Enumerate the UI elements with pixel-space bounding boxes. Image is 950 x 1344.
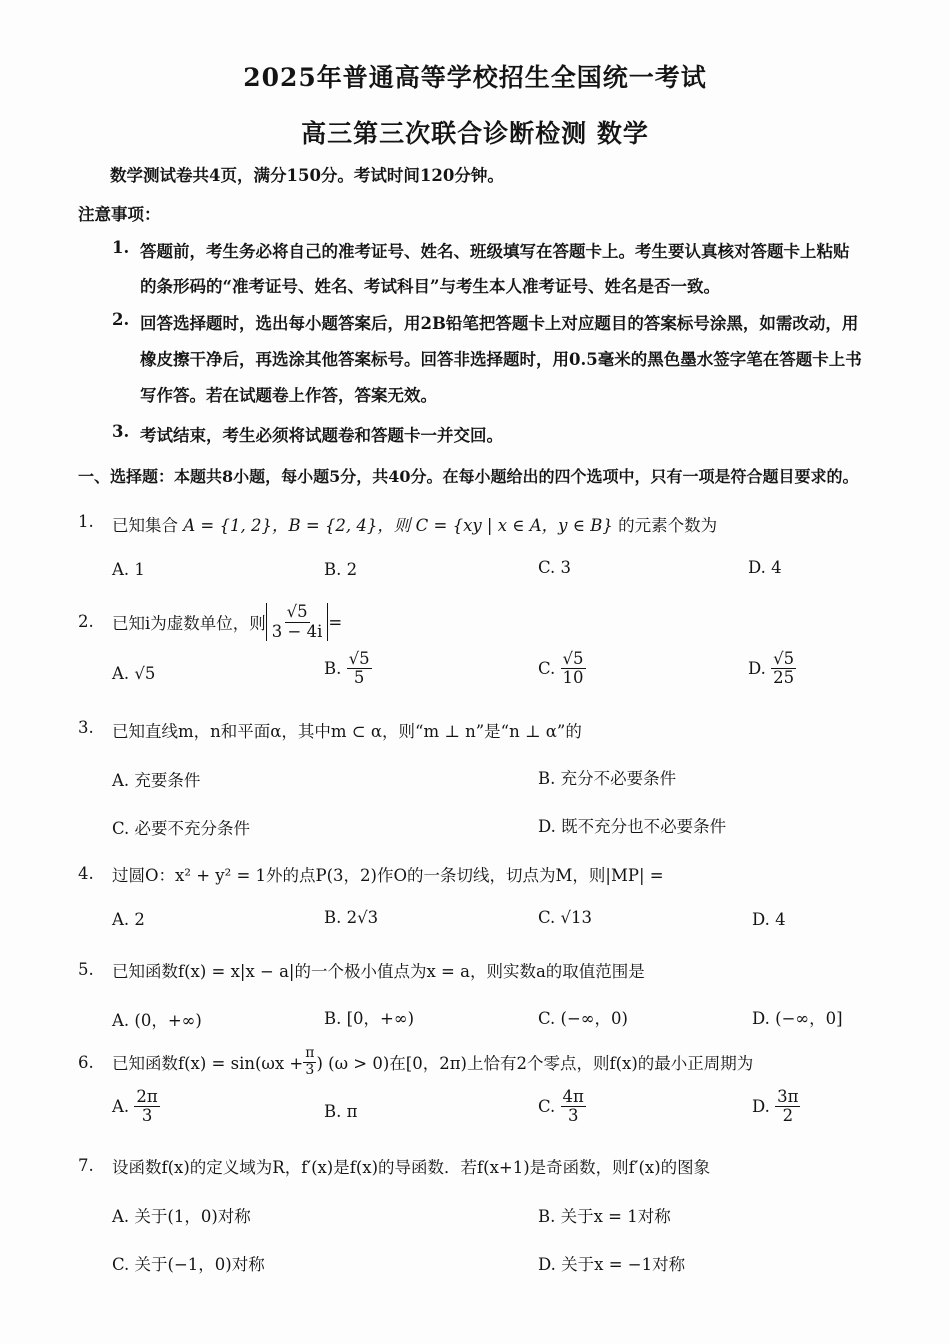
question-stem (112, 1038, 753, 1086)
option-b: B. 关于x = 1对称 (538, 1207, 671, 1226)
question-stem: 已知函数f(x) = x|x − a|的一个极小值点为x = a，则实数a的取值范围是 (112, 962, 645, 981)
notice-item-line: 答题前，考生务必将自己的准考证号、姓名、班级填写在答题卡上。考生要认真核对答题卡上粘贴 (140, 242, 850, 261)
question-stem: 设函数f(x)的定义域为R，f′(x)是f(x)的导函数．若f(x+1)是奇函数，则f′(x)的图象 (112, 1158, 711, 1177)
option-d: D. (−∞，0] (752, 1009, 843, 1028)
exam-title: 2025年普通高等学校招生全国统一考试 (243, 63, 707, 92)
stem-text: 已知函数f(x) = sin(ωx + (112, 1054, 304, 1073)
fraction-denominator: 3 − 4i (271, 621, 323, 641)
section-heading: 一、选择题：本题共8小题，每小题5分，共40分。在每小题给出的四个选项中，只有一项是符合题目要求的。 (78, 467, 859, 486)
intro-text: 数学测试卷共4页，满分150分。考试时间120分钟。 (110, 166, 504, 185)
option-d: D. 4 (752, 910, 786, 929)
question-number: 3. (78, 718, 94, 737)
stem-text: 已知i为虚数单位，则 (112, 614, 266, 633)
option-a: A. 1 (112, 560, 145, 579)
notice-item-number: 1. (112, 238, 130, 257)
fraction-denominator: 3 (305, 1061, 315, 1078)
stem-math: A = {1, 2}，B = {2, 4}，则 C = {xy | x ∈ A，y ∈ B} (183, 516, 613, 535)
question-stem: 已知直线m，n和平面α，其中m ⊂ α，则“m ⊥ n”是“n ⊥ α”的 (112, 722, 582, 741)
notice-item-line: 写作答。若在试题卷上作答，答案无效。 (140, 386, 437, 405)
option-b: B. 2 (324, 560, 358, 579)
fraction (270, 603, 325, 640)
option-a: A. (0，+∞) (112, 1011, 202, 1030)
question-number: 6. (78, 1053, 94, 1072)
notice-item-line: 的条形码的“准考证号、姓名、考试科目”与考生本人准考证号、姓名是否一致。 (140, 277, 720, 296)
option-a: A. 充要条件 (112, 771, 201, 790)
question-stem (112, 512, 717, 536)
option-c: C. 必要不充分条件 (112, 819, 251, 838)
stem-text: 已知集合 (112, 516, 178, 535)
question-number: 1. (78, 512, 94, 531)
option-d: D. $\frac{√5}{25}$ (748, 649, 795, 688)
option-a: A. √5 (112, 664, 156, 683)
option-b: B. [0，+∞) (324, 1009, 415, 1028)
notice-heading: 注意事项： (78, 205, 161, 224)
fraction-numerator: √5 (286, 602, 308, 622)
option-c: C. 关于(−1，0)对称 (112, 1255, 265, 1274)
option-b: B. π (324, 1102, 358, 1121)
option-c: C. $\frac{√5}{10}$ (538, 649, 584, 688)
question-number: 5. (78, 960, 94, 979)
fraction (303, 1046, 316, 1078)
notice-item-number: 2. (112, 310, 130, 329)
option-a: A. 关于(1，0)对称 (112, 1207, 251, 1226)
notice-item-line: 考试结束，考生必须将试题卷和答题卡一并交回。 (140, 426, 503, 445)
option-b: B. 充分不必要条件 (538, 769, 677, 788)
abs-value (266, 603, 329, 640)
exam-subtitle: 高三第三次联合诊断检测 数学 (301, 119, 649, 148)
option-a: A. 2 (112, 910, 145, 929)
option-d: D. $\frac{3\pi}{2}$ (752, 1087, 799, 1126)
fraction-numerator: π (305, 1045, 315, 1062)
option-a: A. $\frac{2\pi}{3}$ (112, 1087, 158, 1126)
notice-item-line: 橡皮擦干净后，再选涂其他答案标号。回答非选择题时，用0.5毫米的黑色墨水签字笔在答题卡上书 (140, 350, 862, 369)
option-b: B. 2√3 (324, 908, 379, 927)
question-stem (112, 594, 342, 650)
stem-text: ) (ω > 0)在[0，2π)上恰有2个零点，则f(x)的最小正周期为 (316, 1054, 754, 1073)
stem-text: 的元素个数为 (618, 516, 718, 535)
option-c: C. (−∞，0) (538, 1009, 628, 1028)
question-stem: 过圆O：x² + y² = 1外的点P(3，2)作O的一条切线，切点为M，则|MP| = (112, 866, 664, 885)
option-c: C. 3 (538, 558, 572, 577)
notice-item-line: 回答选择题时，选出每小题答案后，用2B铅笔把答题卡上对应题目的答案标号涂黑，如需改动，用 (140, 314, 859, 333)
option-d: D. 关于x = −1对称 (538, 1255, 686, 1274)
option-d: D. 4 (748, 558, 782, 577)
option-c: C. √13 (538, 908, 593, 927)
stem-text: = (328, 612, 343, 632)
option-b: B. $\frac{√5}{5}$ (324, 649, 370, 688)
option-c: C. $\frac{4\pi}{3}$ (538, 1087, 584, 1126)
question-number: 4. (78, 864, 94, 883)
question-number: 2. (78, 612, 94, 631)
question-number: 7. (78, 1156, 94, 1175)
option-d: D. 既不充分也不必要条件 (538, 817, 727, 836)
notice-item-number: 3. (112, 422, 130, 441)
